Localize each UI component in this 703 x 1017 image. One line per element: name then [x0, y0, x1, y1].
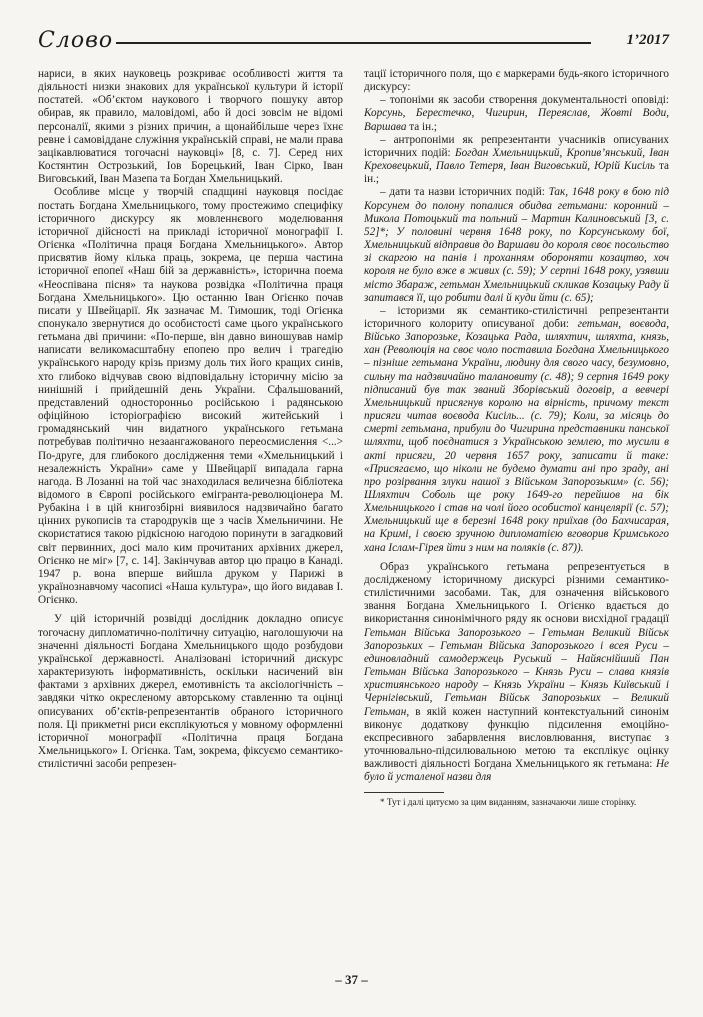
list-item-toponyms — [364, 94, 669, 133]
list-item-dates — [364, 186, 669, 304]
paragraph: тації історичного поля, що є маркерами будь-якого історичного дискурсу: — [364, 68, 669, 94]
footnote: * Тут і далі цитуємо за цим виданням, зазначаючи лише сторінку. — [380, 797, 637, 808]
footnote-rule — [364, 792, 444, 793]
issue-number: 1’2017 — [626, 32, 669, 48]
header-rule — [116, 42, 591, 44]
running-header — [38, 26, 669, 56]
right-column — [364, 68, 669, 808]
paragraph: Образ українського гетьмана репрезентується в дослідженому історичному дискурсі різними семантико-стилістичними засобами. Так, для означення військового звання Богдана Хмельницького І. Огієнко вдається до використання синонімічного ряду як основи висхідної градації Гетьман Війська Запорозького – Гетьман Великий Військ Запорозьких – Гетьман Війська Запорозького і всея Руси – единовладний самодержець Руський – Найяснійший Пан Гетьман Війська Запорозького – Князь Руси – слава князів християнського народу – Князь України – Князь Київський і Чернігівський, Гетьман Військ Запорозьких – Великий Гетьман, в якій кожен наступний контекстуальний синонім виконує додаткову функцію підсилення емоційно-експресивного забарвлення висловлювання, виступає з уточнювально-підсилювальною метою та експлікує оцінку важливості діяльності Богдана Хмельницького як гетьмана: Не було й усталеної назви для — [364, 560, 669, 784]
example-quote: Корсунь, Берестечко, Чигирин, Переяслав, Жовті Води, Варшава — [364, 107, 669, 133]
example-quote: Гетьман Війська Запорозького – Гетьман Великий Військ Запорозьких – Гетьман Війська Запорозького і всея Руси – единовладний самодержець Руський – Найяснійший Пан Гетьман Війська Запорозького – Князь Руси – слава князів християнського народу – Князь України – Князь Київський і Чернігівський, Гетьман Військ Запорозьких – Великий Гетьман — [364, 626, 669, 718]
paragraph: У цій історичній розвідці дослідник докладно описує тогочасну дипломатично-політичну ситуацію, наголошуючи на значенні діяльності Богдана Хмельницького щодо розбудови української державності. Аналізовані історичний дискурс характеризують інформативність, оскільки насичений він фактами з архівних джерел, емотивність та аксіологічність – завдяки чітко окресленому авторському ставленню та оцінці описуваних об’єктів-репрезентантів обраного історичного поля. Ці прикметні риси експлікуються у мовному оформленні історичної монографії «Політична праця Богдана Хмельницького» І. Огієнка. Там, зокрема, фіксуємо семантико-стилістичні засоби репрезен- — [38, 613, 343, 771]
example-quote: Богдан Хмельницький, Кропив’янський, Іван Креховецький, Павло Тетеря, Іван Виговський, Юрій Кисіль — [364, 146, 669, 173]
list-item-lead: – історизми як семантико-стилістичні репрезентанти історичного колориту описуваної доби: — [364, 304, 669, 330]
paragraph: Особливе місце у творчій спадщині науковця посідає постать Богдана Хмельницького, тому простежимо специфіку історичного дискурсу як мовленнєвого моделювання історичної дійсності на прикладі історичної монографії І. Огієнка «Політична праця Богдана Хмельницького». Автор присвятив йому кілька праць, зокрема, це перша частина історичної епопеї «Наш бій за державність», історична поема «Неоспівана пісня» та наукова розвідка «Політична праця Богдана Хмельницького». Цю останню Іван Огієнко почав писати у Швейцарії. Як зазначає М. Тимошик, тоді Огієнка спонукало звернутися до особистості саме цього українського гетьмана дві причини: «По-перше, він давно виношував намір написати великомасштабну епопею про велич і трагедію українського народу крізь призму доль тих його кращих синів, хто глибоко відчував свою відповідальну історичну місію за нинішній і прийдешній день України. Сфальшований, представлений односторонньо російською і радянською офіційною історіографією високий житейський і громадянський чин видатного українського гетьмана потребував політично незаангажованого переосмислення <...> По-друге, для глибокого дослідження теми «Хмельницький і незалежність України» саме у Швейцарії випадала гарна нагода. В Лозанні на той час знаходилася величезна бібліотека відомого в Європі російського емігранта-революціонера М. Рубакіна і в цій книгозбірні виявилося надзвичайно багато цінних рукописів та стародруків ще з часів Хмельничини. Не скористатися такою рідкісною нагодою поринути в загадковий світ первинних, досі мало ким прочитаних архівних джерел, Огієнко не міг» [7, с. 14]. Закінчував автор цю працю в Канаді. 1947 р. вона вперше вийшла друком у Парижі в українознавчому часописі «Наша культура», що його видавав І. Огієнко. — [38, 186, 343, 607]
two-column-body — [38, 68, 669, 808]
example-quote: гетьман, воєвода, Військо Запорозьке, Козацька Рада, шляхтич, шляхта, князь, хан (Революція на своє чоло поставила Богдана Хмельницького – пізніше гетьмана України, людину для свого часу, безумовно, сильну та надзвичайно талановиту (с. 48); 9 серпня 1649 року підписаний був так званий Зборівський договір, а вевчері Хмельницький присягнув королю на вірність, причому текст присяги читав воєвода Кисіль... (с. 79); Коли, за місяць до смерті гетьмана, прибули до Чигирина представники панської шляхти, щоб поєднатися з Українською землею, то мусили в акті присяги, 20 червня 1657 року, записати й таке: «Присягаємо, що ніколи не будемо думати ані про зраду, ані про розірвання злуки нашої з Військом Запорозьким» (с. 56); Шляхтич Соболь ще року 1649-го перейшов на бік Хмельницького і став на чолі його особистої канцелярії (с. 57); Хмельницький ще в березні 1648 року приїхав (до Бахчисарая, на Кримі, і своєю зручною дипломатією вговорив Кримського хана Іслам-Гірея йти з ним на поляків (с. 87)). — [364, 317, 669, 554]
list-item-historicisms — [364, 305, 669, 555]
list-item-lead: – дати та назви історичних подій: — [380, 186, 549, 199]
paragraph: нариси, в яких науковець розкриває особливості життя та діяльності низки знакових для української культури й історії постатей. «Об’єктом наукового і творчого пошуку автор обирав, як правило, маловідомі, або й досі зовсім не відомі персоналії, якими з різних причин, а щонайбільше через їхнє ревне і самовіддане служіння українській справі, не мали права зацікавлюватися тогочасні науковці» [8, с. 7]. Серед них Костянтин Острозький, Іов Борецький, Іван Сірко, Іван Виговський, Іван Мазепа та Богдан Хмельницький. — [38, 68, 343, 186]
list-item-tail: та ін.; — [364, 160, 669, 186]
example-quote: Не було й усталеної назви для — [364, 758, 669, 784]
list-item-lead: – топоніми як засоби створення документальності оповіді: — [380, 94, 669, 107]
list-item-tail: та ін.; — [406, 120, 438, 133]
list-item-anthroponyms — [364, 134, 669, 187]
example-quote: Так, 1648 року в бою під Корсунем до полону попалися обидва гетьмани: коронний – Микола Потоцький та польний – Мартин Калиновський [3, с. 52]*; У половині червня 1648 року, по Корсунському бої, Хмельницький відправив до Варшави до короля своє посольство зі скаргою на панів і проханням обороняти козацтво, хоч короля не було вже в живих (с. 59); У серпні 1648 року, узявши місто Збараж, гетьман Хмельницький скликав Козацьку Раду й запитався її, що робити далі й куди йти (с. 65); — [364, 186, 669, 304]
page-number: – 37 – — [335, 972, 368, 987]
left-column — [38, 68, 343, 808]
journal-logo: Слово — [38, 28, 114, 53]
list-item-lead: – антропоніми як репрезентанти учасників описуваних історичних подій: — [364, 133, 669, 159]
